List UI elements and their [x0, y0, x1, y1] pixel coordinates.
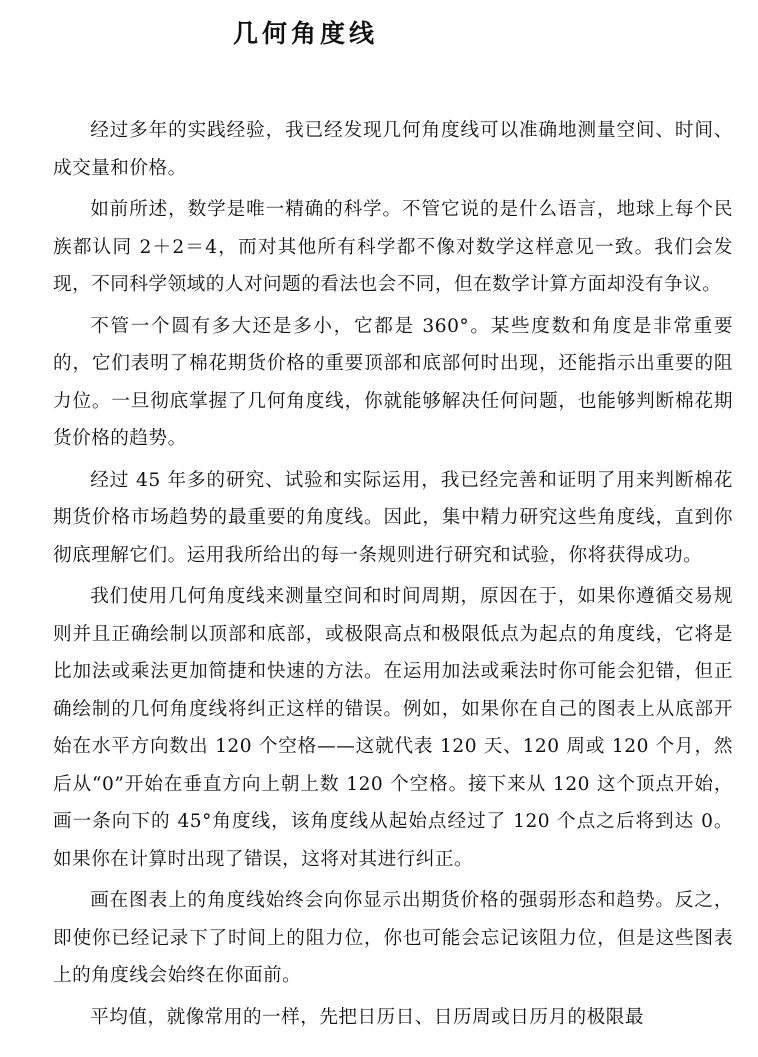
paragraph-5: 我们使用几何角度线来测量空间和时间周期，原因在于，如果你遵循交易规则并且正确绘制以顶部和底部，或极限高点和极限低点为起点的角度线，它将是比加法或乘法更加简捷和快速的方法。在运用加法或乘法时你可能会犯错，但正确绘制的几何角度线将纠正这样的错误。例如，如果你在自己的图表上从底部开始在水平方向数出 120 个空格——这就代表 120 天、120 周或 120 个月，然后从“0”开始在垂直方向上朝上数 120 个空格。接下来从 120 这个顶点开始，画一条向下的 45°角度线，该角度线从起始点经过了 120 个点之后将到达 0。如果你在计算时出现了错误，这将对其进行纠正。	[53, 586, 733, 870]
paragraph-2: 如前所述，数学是唯一精确的科学。不管它说的是什么语言，地球上每个民族都认同 2＋2＝4，而对其他所有科学都不像对数学这样意见一致。我们会发现，不同科学领域的人对问题的看法也会不同，但在数学计算方面却没有争议。	[53, 199, 733, 295]
paragraph-3: 不管一个圆有多大还是多小，它都是 360°。某些度数和角度是非常重要的，它们表明了棉花期货价格的重要顶部和底部何时出现，还能指示出重要的阻力位。一旦彻底掌握了几何角度线，你就能够解决任何问题，也能够判断棉花期货价格的趋势。	[53, 315, 733, 449]
paragraph-4: 经过 45 年多的研究、试验和实际运用，我已经完善和证明了用来判断棉花期货价格市场趋势的最重要的角度线。因此，集中精力研究这些角度线，直到你彻底理解它们。运用我所给出的每一条规则进行研究和试验，你将获得成功。	[53, 469, 733, 566]
paragraph-1: 经过多年的实践经验，我已经发现几何角度线可以准确地测量空间、时间、成交量和价格。	[53, 120, 733, 179]
paragraph-7: 平均值，就像常用的一样，先把日历日、日历周或日历月的极限最	[90, 1006, 644, 1028]
page-title: 几何角度线	[233, 19, 379, 48]
body-text	[53, 112, 733, 1040]
paragraph-6: 画在图表上的角度线始终会向你显示出期货价格的强弱形态和趋势。反之，即使你已经记录下了时间上的阻力位，你也可能会忘记该阻力位，但是这些图表上的角度线会始终在你面前。	[53, 890, 733, 986]
